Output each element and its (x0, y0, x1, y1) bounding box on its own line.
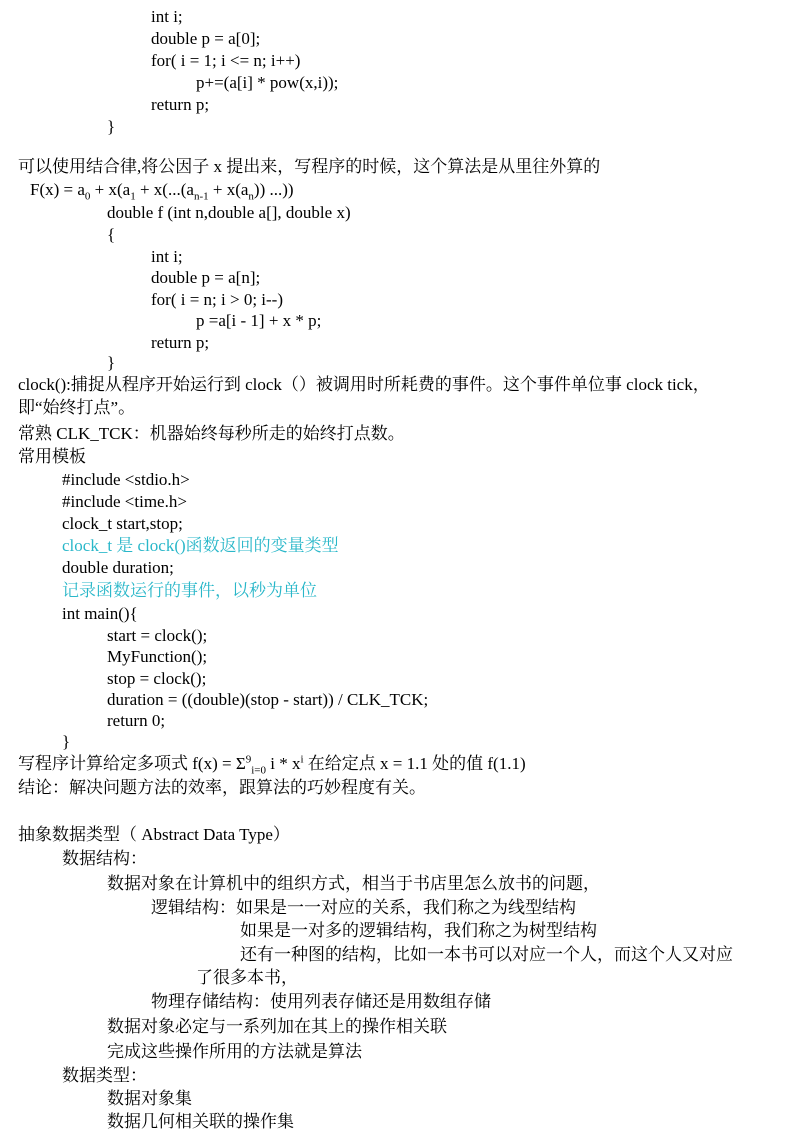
code-line: p+=(a[i] * pow(x,i)); (196, 73, 339, 92)
code-line: double p = a[0]; (151, 29, 261, 48)
paragraph: 数据几何相关联的操作集 (107, 1112, 294, 1131)
code-line: for( i = n; i > 0; i--) (151, 290, 284, 309)
code-annotation: 记录函数运行的事件，以秒为单位 (62, 581, 317, 600)
code-line: } (107, 117, 116, 136)
section-heading: 常用模板 (18, 447, 86, 466)
code-line: } (62, 732, 71, 751)
code-line: stop = clock(); (107, 669, 207, 688)
code-line: double p = a[n]; (151, 268, 261, 287)
paragraph: clock():捕捉从程序开始运行到 clock（）被调用时所耗费的事件。这个事件单位事 clock tick， (18, 375, 710, 394)
code-line: return p; (151, 333, 210, 352)
code-line: duration = ((double)(stop - start)) / CLK_TCK; (107, 690, 429, 709)
paragraph: 常熟 CLK_TCK：机器始终每秒所走的始终打点数。 (18, 424, 405, 443)
paragraph: 还有一种图的结构，比如一本书可以对应一个人，而这个人又对应 (240, 945, 733, 964)
paragraph: 物理存储结构：使用列表存储还是用数组存储 (151, 992, 491, 1011)
code-line: #include <time.h> (62, 492, 187, 511)
code-line: int i; (151, 247, 183, 266)
code-line: int i; (151, 7, 183, 26)
paragraph: 即“始终打点”。 (18, 398, 136, 417)
paragraph: 数据对象在计算机中的组织方式，相当于书店里怎么放书的问题， (107, 874, 600, 893)
paragraph: 逻辑结构：如果是一一对应的关系，我们称之为线型结构 (151, 898, 576, 917)
paragraph: 结论：解决问题方法的效率，跟算法的巧妙程度有关。 (18, 778, 426, 797)
section-heading: 抽象数据类型（ Abstract Data Type） (18, 825, 290, 844)
paragraph: 了很多本书， (196, 968, 298, 987)
code-line: return p; (151, 95, 210, 114)
subheading: 数据类型： (62, 1066, 147, 1085)
code-line: MyFunction(); (107, 647, 208, 666)
paragraph: 完成这些操作所用的方法就是算法 (107, 1042, 362, 1061)
subheading: 数据结构： (62, 849, 147, 868)
code-line: start = clock(); (107, 626, 208, 645)
paragraph: 如果是一对多的逻辑结构，我们称之为树型结构 (240, 921, 597, 940)
paragraph: 数据对象必定与一系列加在其上的操作相关联 (107, 1017, 447, 1036)
code-line: clock_t start,stop; (62, 514, 183, 533)
code-line: double duration; (62, 558, 174, 577)
code-line: int main(){ (62, 604, 138, 623)
code-line: #include <stdio.h> (62, 470, 190, 489)
code-line: for( i = 1; i <= n; i++) (151, 51, 301, 70)
code-line: return 0; (107, 711, 166, 730)
code-line: p =a[i - 1] + x * p; (196, 311, 322, 330)
task-statement: 写程序计算给定多项式 $f(x) = \Sigma^9_{i=0}$ i * $x^i$ 在给定点 x = 1.1 处的值 f(1.1) (18, 753, 526, 777)
paragraph: 可以使用结合律,将公因子 x 提出来，写程序的时候，这个算法是从里往外算的 (18, 157, 601, 176)
code-line: { (107, 225, 116, 244)
code-line: } (107, 353, 116, 372)
horner-formula: $F(x) = a_0 + x(a_1 + x(...(a_{n-1} + x(a_n))$ ...)) (30, 180, 294, 203)
code-annotation: clock_t 是 clock()函数返回的变量类型 (62, 536, 339, 555)
paragraph: 数据对象集 (107, 1089, 192, 1108)
code-line: double f (int n,double a[], double x) (107, 203, 351, 222)
